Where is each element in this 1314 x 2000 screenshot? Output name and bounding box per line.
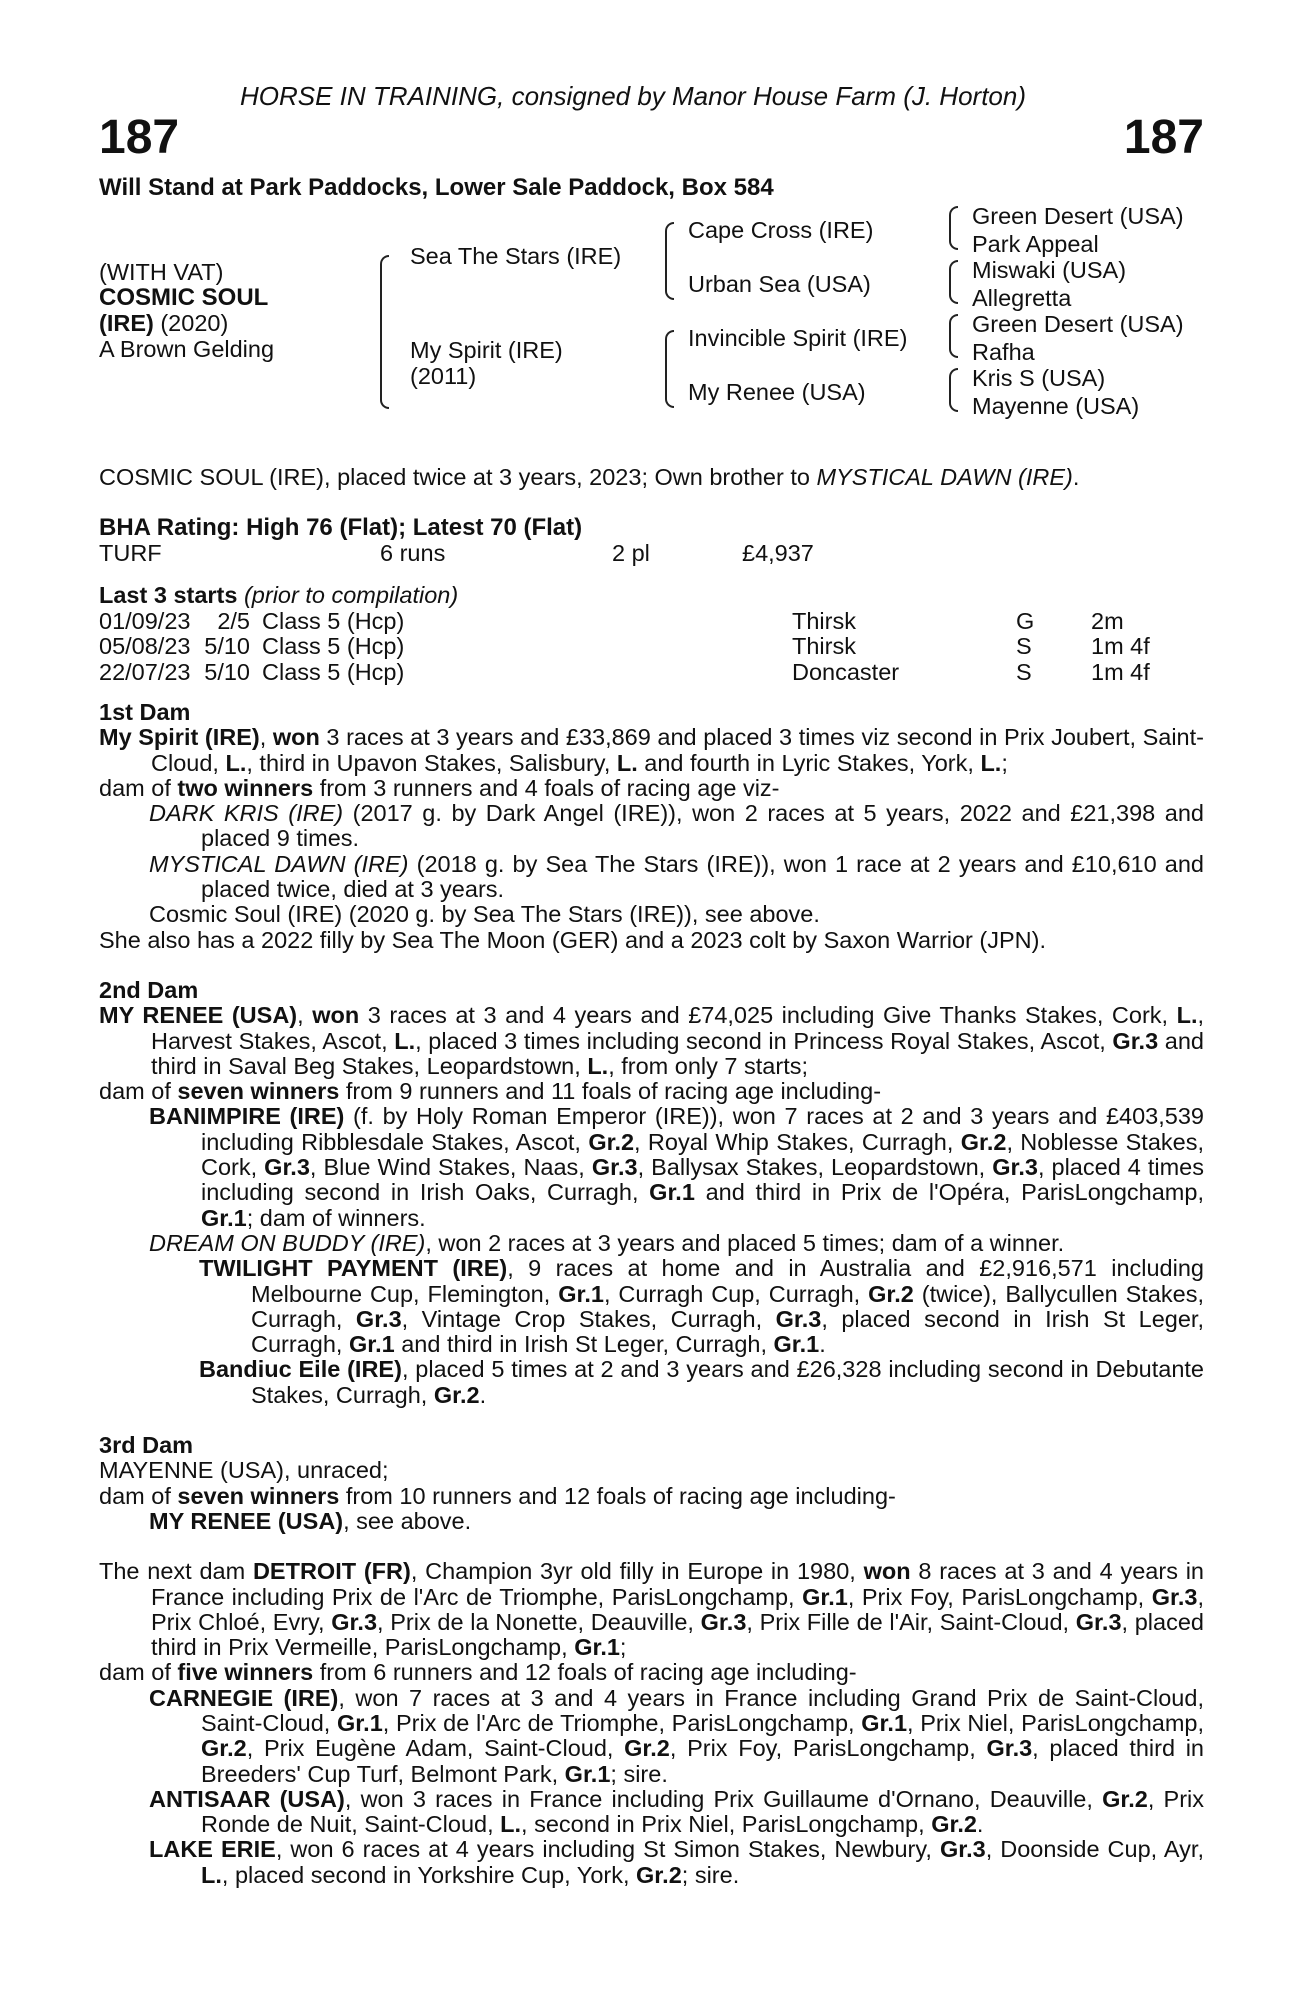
start-course: Thirsk <box>792 633 856 660</box>
pedigree-ssd: Park Appeal <box>972 231 1099 257</box>
grade: L. <box>587 1052 609 1079</box>
pedigree-ddd: Mayenne (USA) <box>972 393 1140 419</box>
pedigree-dam: My Spirit (IRE) <box>410 337 563 363</box>
text: and fourth in Lyric Stakes, York, <box>637 749 981 776</box>
grade: Gr.3 <box>355 1305 402 1332</box>
text: from 3 runners and 4 foals of racing age viz- <box>313 774 780 801</box>
text: , Royal Whip Stakes, Curragh, <box>634 1128 961 1155</box>
grade: Gr.1 <box>861 1709 908 1736</box>
text: , Prix Fille de l'Air, Saint-Cloud, <box>746 1608 1076 1635</box>
grade: Gr.2 <box>960 1128 1007 1155</box>
text: , Prix de l'Arc de Triomphe, ParisLongchamp, <box>382 1709 862 1736</box>
grade: Gr.3 <box>1151 1583 1198 1610</box>
pedigree-ss: Cape Cross (IRE) <box>688 217 874 243</box>
text: dam of <box>99 1482 178 1509</box>
text: , Curragh Cup, Curragh, <box>603 1280 869 1307</box>
rating-earnings: £4,937 <box>742 540 814 566</box>
text: from 6 runners and 12 foals of racing age including- <box>313 1659 857 1686</box>
grade: Gr.3 <box>331 1608 378 1635</box>
summary-text: COSMIC SOUL (IRE), placed twice at 3 years, 2023; Own brother to <box>99 464 817 490</box>
second-dam-record: MY RENEE (USA), won 3 races at 3 and 4 years and £74,025 including Give Thanks Stakes, Cork, L., Harvest Stakes, Ascot, L., placed 3 times including second in Princess Royal Stakes, Ascot, Gr.3 and third in Saval Beg Stakes, Leopardstown, L., from only 7 starts; <box>99 1002 1205 1079</box>
summary-line <box>99 465 1079 490</box>
grade: Gr.2 <box>931 1811 977 1838</box>
grade: Gr.2 <box>201 1735 247 1762</box>
catalogue-body <box>99 700 1204 1888</box>
produce-lake-erie <box>99 1837 1204 1888</box>
grade: Gr.1 <box>574 1634 620 1661</box>
grade: L. <box>980 749 1002 776</box>
text: , placed second in Irish St Leger, Curragh, <box>251 1305 1204 1358</box>
produce-twilight-payment <box>99 1256 1204 1357</box>
first-dam-also: She also has a 2022 filly by Sea The Moon (GER) and a 2023 colt by Saxon Warrior (JPN). <box>99 926 1046 953</box>
grade: L. <box>1176 1002 1198 1029</box>
text: , Prix Ronde de Nuit, Saint-Cloud, <box>201 1785 1204 1838</box>
text: and third in Saval Beg Stakes, Leopardstown, <box>151 1027 1204 1079</box>
produce-name: LAKE ERIE <box>149 1836 276 1863</box>
grade: Gr.3 <box>992 1154 1038 1181</box>
starts-note: (prior to compilation) <box>243 582 459 608</box>
text: The next dam <box>99 1558 253 1585</box>
start-date: 22/07/23 <box>99 658 191 685</box>
text: , Prix de la Nonette, Deauville, <box>377 1608 701 1635</box>
grade: Gr.1 <box>649 1179 695 1206</box>
pedigree-sire: Sea The Stars (IRE) <box>410 243 622 269</box>
text: (f. by Holy Roman Emperor (IRE)), won 7 races at 2 and 3 years and £403,539 including Ribblesdale Stakes, Ascot, <box>201 1103 1204 1155</box>
start-position: 5/10 <box>204 633 250 660</box>
first-dam-produce-summary <box>99 776 1204 801</box>
text: (2018 g. by Sea The Stars (IRE)), won 1 race at 2 years and £10,610 and placed twice, died at 3 years. <box>201 850 1205 903</box>
start-course: Doncaster <box>792 658 900 685</box>
start-date: 05/08/23 <box>99 633 191 660</box>
start-position: 5/10 <box>204 658 250 685</box>
text: , placed third in Prix Vermeille, ParisLongchamp, <box>151 1608 1204 1661</box>
pedigree-dss: Green Desert (USA) <box>972 311 1184 337</box>
grade: Gr.1 <box>201 1204 247 1231</box>
winners-count: seven winners <box>177 1078 340 1105</box>
second-dam-heading: 2nd Dam <box>99 976 199 1003</box>
grade: Gr.1 <box>337 1709 383 1736</box>
grade: Gr.2 <box>588 1128 635 1155</box>
grade: Gr.2 <box>868 1280 914 1307</box>
rating-placed: 2 pl <box>612 540 650 566</box>
text: 8 races at 3 and 4 years in France including Prix de l'Arc de Triomphe, ParisLongchamp, <box>151 1558 1205 1610</box>
produce-name: MYSTICAL DAWN (IRE) <box>149 850 409 877</box>
winners-count: five winners <box>177 1659 314 1686</box>
produce-my-renee <box>99 1509 1204 1534</box>
text: , second in Prix Niel, ParisLongchamp, <box>521 1811 932 1838</box>
start-distance: 1m 4f <box>1091 633 1150 660</box>
start-date: 01/09/23 <box>99 608 191 634</box>
start-class: Class 5 (Hcp) <box>262 658 405 685</box>
produce-dream-on-buddy <box>99 1231 1204 1256</box>
next-dam-produce-summary <box>99 1660 1204 1685</box>
produce-cosmic-soul: Cosmic Soul (IRE) (2020 g. by Sea The Stars (IRE)), see above. <box>149 901 820 928</box>
text: , Blue Wind Stakes, Naas, <box>309 1154 592 1181</box>
produce-mystical-dawn <box>99 852 1204 903</box>
text: ; dam of winners. <box>246 1204 426 1231</box>
text: , Prix Eugène Adam, Saint-Cloud, <box>246 1735 625 1762</box>
text: , third in Upavon Stakes, Salisbury, <box>246 749 617 776</box>
starts-table <box>99 609 1150 685</box>
produce-name: CARNEGIE (IRE) <box>149 1684 339 1711</box>
text: and third in Prix de l'Opéra, ParisLongchamp, <box>694 1179 1204 1206</box>
lot-number-right: 187 <box>1123 111 1204 164</box>
text: , Prix Foy, ParisLongchamp, <box>847 1583 1152 1610</box>
winners-count: two winners <box>177 774 314 801</box>
rating-runs: 6 runs <box>380 540 446 566</box>
produce-name: Bandiuc Eile (IRE) <box>199 1356 402 1383</box>
pedigree-dds: Kris S (USA) <box>972 365 1106 391</box>
text: , won 2 races at 3 years and placed 5 times; dam of a winner. <box>425 1229 1065 1256</box>
text: , Champion 3yr old filly in Europe in 1980, <box>410 1558 864 1585</box>
text: , 9 races at home and in Australia and £2,916,571 including Melbourne Cup, Flemington, <box>251 1255 1204 1307</box>
pedigree-dam-year: (2011) <box>410 363 477 389</box>
start-class: Class 5 (Hcp) <box>262 608 405 634</box>
horse-year: (2020) <box>160 310 229 336</box>
pedigree-dsd: Rafha <box>972 339 1035 365</box>
pedigree-brace-3a <box>949 206 958 250</box>
horse-origin <box>99 311 228 336</box>
text: , won 7 races at 3 and 4 years in France including Grand Prix de Saint-Cloud, Saint-Cloud, <box>201 1684 1204 1736</box>
grade: Gr.2 <box>636 1861 682 1888</box>
grade: Gr.3 <box>939 1836 986 1863</box>
produce-name: ANTISAAR (USA) <box>149 1785 345 1812</box>
starts-heading: Last 3 starts <box>99 582 238 608</box>
text: , Doonside Cup, Ayr, <box>985 1836 1204 1863</box>
second-dam-name: MY RENEE (USA) <box>99 1002 298 1029</box>
grade: L. <box>394 1027 416 1054</box>
grade: Gr.2 <box>624 1735 670 1762</box>
text: , placed 5 times at 2 and 3 years and £26,328 including second in Debutante Stakes, Curragh, <box>251 1356 1204 1408</box>
second-dam-produce-summary <box>99 1079 1204 1104</box>
grade: Gr.3 <box>986 1735 1033 1762</box>
grade: Gr.2 <box>433 1381 480 1408</box>
grade: Gr.3 <box>700 1608 747 1635</box>
start-class: Class 5 (Hcp) <box>262 633 405 660</box>
rating-surface: TURF <box>99 540 162 566</box>
produce-antisaar <box>99 1787 1204 1838</box>
start-course: Thirsk <box>792 608 856 634</box>
text: , placed 4 times including second in Irish Oaks, Curragh, <box>201 1154 1205 1206</box>
pedigree-brace-3c <box>949 314 958 358</box>
starts-heading-line <box>99 583 458 608</box>
grade: Gr.3 <box>591 1154 638 1181</box>
grade: Gr.3 <box>1075 1608 1122 1635</box>
produce-name: MY RENEE (USA) <box>149 1507 344 1534</box>
grade: Gr.2 <box>1102 1785 1148 1812</box>
text: from 10 runners and 12 foals of racing age including- <box>339 1482 896 1509</box>
grade: Gr.1 <box>348 1331 395 1358</box>
stand-location: Will Stand at Park Paddocks, Lower Sale Paddock, Box 584 <box>99 174 774 201</box>
produce-name: TWILIGHT PAYMENT (IRE) <box>199 1255 508 1282</box>
horse-description: A Brown Gelding <box>99 336 275 362</box>
produce-banimpire <box>99 1104 1204 1230</box>
first-dam-name: My Spirit (IRE) <box>99 724 260 751</box>
start-distance: 1m 4f <box>1091 658 1150 685</box>
produce-dark-kris <box>99 801 1204 852</box>
pedigree-sss: Green Desert (USA) <box>972 203 1184 229</box>
text: (2017 g. by Dark Angel (IRE)), won 2 races at 5 years, 2022 and £21,398 and placed 9 times. <box>201 800 1204 852</box>
produce-name: DREAM ON BUDDY (IRE) <box>149 1229 426 1256</box>
table-row <box>99 634 1150 659</box>
text: , Prix Chloé, Evry, <box>151 1583 1204 1635</box>
lot-number-left: 187 <box>99 111 180 164</box>
text: . <box>976 1811 984 1838</box>
text: dam of <box>99 1659 178 1686</box>
text: , placed second in Yorkshire Cup, York, <box>221 1861 637 1888</box>
text: , from only 7 starts; <box>608 1052 809 1079</box>
next-dam-name: DETROIT (FR) <box>252 1558 411 1585</box>
text: ; <box>619 1634 627 1661</box>
pedigree-brace-3b <box>949 260 958 304</box>
start-distance: 2m <box>1091 608 1124 634</box>
third-dam-heading: 3rd Dam <box>99 1432 194 1459</box>
summary-brother: MYSTICAL DAWN (IRE) <box>816 464 1073 490</box>
text: from 9 runners and 11 foals of racing age including- <box>339 1078 882 1105</box>
pedigree-brace-3d <box>949 368 958 412</box>
third-dam-produce-summary <box>99 1484 1204 1509</box>
third-dam-record: MAYENNE (USA), unraced; <box>99 1457 389 1484</box>
pedigree-sdd: Allegretta <box>972 285 1072 311</box>
text: ; sire. <box>610 1760 668 1787</box>
produce-name: DARK KRIS (IRE) <box>149 800 344 827</box>
grade: Gr.3 <box>264 1154 310 1181</box>
pedigree-brace-2a <box>665 222 674 300</box>
produce-name: BANIMPIRE (IRE) <box>149 1103 345 1130</box>
text: . <box>819 1331 826 1358</box>
won-word: won <box>312 1002 360 1029</box>
consignment-line: HORSE IN TRAINING, consigned by Manor House Farm (J. Horton) <box>240 81 1027 111</box>
bha-rating: BHA Rating: High 76 (Flat); Latest 70 (Flat) <box>99 514 583 541</box>
won-word: won <box>272 724 320 751</box>
text: (twice), Ballycullen Stakes, Curragh, <box>251 1280 1204 1332</box>
pedigree-brace-1 <box>380 255 389 409</box>
text: , placed third in Breeders' Cup Turf, Belmont Park, <box>201 1735 1205 1787</box>
grade: Gr.3 <box>1112 1027 1159 1054</box>
pedigree-sd: Urban Sea (USA) <box>688 271 871 297</box>
text: 3 races at 3 and 4 years and £74,025 including Give Thanks Stakes, Cork, <box>359 1002 1177 1029</box>
won-word: won <box>863 1558 911 1585</box>
winners-count: seven winners <box>177 1482 340 1509</box>
text: , Prix Niel, ParisLongchamp, <box>907 1709 1205 1736</box>
grade: Gr.1 <box>773 1331 820 1358</box>
text: dam of <box>99 1078 178 1105</box>
grade: Gr.1 <box>564 1760 611 1787</box>
start-position: 2/5 <box>217 608 250 634</box>
start-going: S <box>1016 658 1032 685</box>
table-row <box>99 660 1150 685</box>
horse-name: COSMIC SOUL <box>99 284 269 311</box>
text: , placed 3 times including second in Princess Royal Stakes, Ascot, <box>415 1027 1113 1054</box>
text: ; sire. <box>681 1861 740 1888</box>
grade: Gr.3 <box>775 1305 822 1332</box>
grade: Gr.1 <box>802 1583 848 1610</box>
pedigree-ds: Invincible Spirit (IRE) <box>688 325 908 351</box>
next-dam-record <box>99 1559 1204 1660</box>
start-going: G <box>1016 608 1035 634</box>
text: , Vintage Crop Stakes, Curragh, <box>401 1305 776 1332</box>
table-row <box>99 609 1150 634</box>
grade: L. <box>500 1811 522 1838</box>
vat-note: (WITH VAT) <box>99 259 224 285</box>
text: , Prix Foy, ParisLongchamp, <box>669 1735 987 1762</box>
pedigree-brace-2b <box>665 330 674 408</box>
text: , won 6 races at 4 years including St Simon Stakes, Newbury, <box>275 1836 940 1863</box>
text: , Noblesse Stakes, Cork, <box>201 1128 1204 1181</box>
text: ; <box>1001 749 1008 776</box>
text: and third in Irish St Leger, Curragh, <box>394 1331 774 1358</box>
text: . <box>479 1381 487 1408</box>
grade: L. <box>616 749 638 776</box>
text: , won 3 races in France including Prix Guillaume d'Ornano, Deauville, <box>344 1785 1103 1812</box>
grade: L. <box>225 749 247 776</box>
text: 3 races at 3 years and £33,869 and placed 3 times viz second in Prix Joubert, Saint-Cloud, <box>151 724 1204 776</box>
grade: Gr.1 <box>558 1280 604 1307</box>
text: , Ballysax Stakes, Leopardstown, <box>637 1154 993 1181</box>
pedigree-sds: Miswaki (USA) <box>972 257 1127 283</box>
produce-bandiuc-eile <box>99 1357 1204 1408</box>
pedigree-dd: My Renee (USA) <box>688 379 866 405</box>
first-dam-record: My Spirit (IRE), won 3 races at 3 years and £33,869 and placed 3 times viz second in Prix Joubert, Saint-Cloud, L., third in Upavon Stakes, Salisbury, L. and fourth in Lyric Stakes, York, L.; <box>99 724 1204 776</box>
text: , Harvest Stakes, Ascot, <box>151 1002 1205 1054</box>
grade: L. <box>201 1861 222 1888</box>
horse-country: (IRE) <box>99 310 154 336</box>
text: , see above. <box>343 1507 472 1534</box>
first-dam-heading: 1st Dam <box>99 699 191 725</box>
summary-end: . <box>1072 464 1080 490</box>
start-going: S <box>1016 633 1032 660</box>
text: dam of <box>99 774 178 801</box>
produce-carnegie <box>99 1686 1204 1787</box>
